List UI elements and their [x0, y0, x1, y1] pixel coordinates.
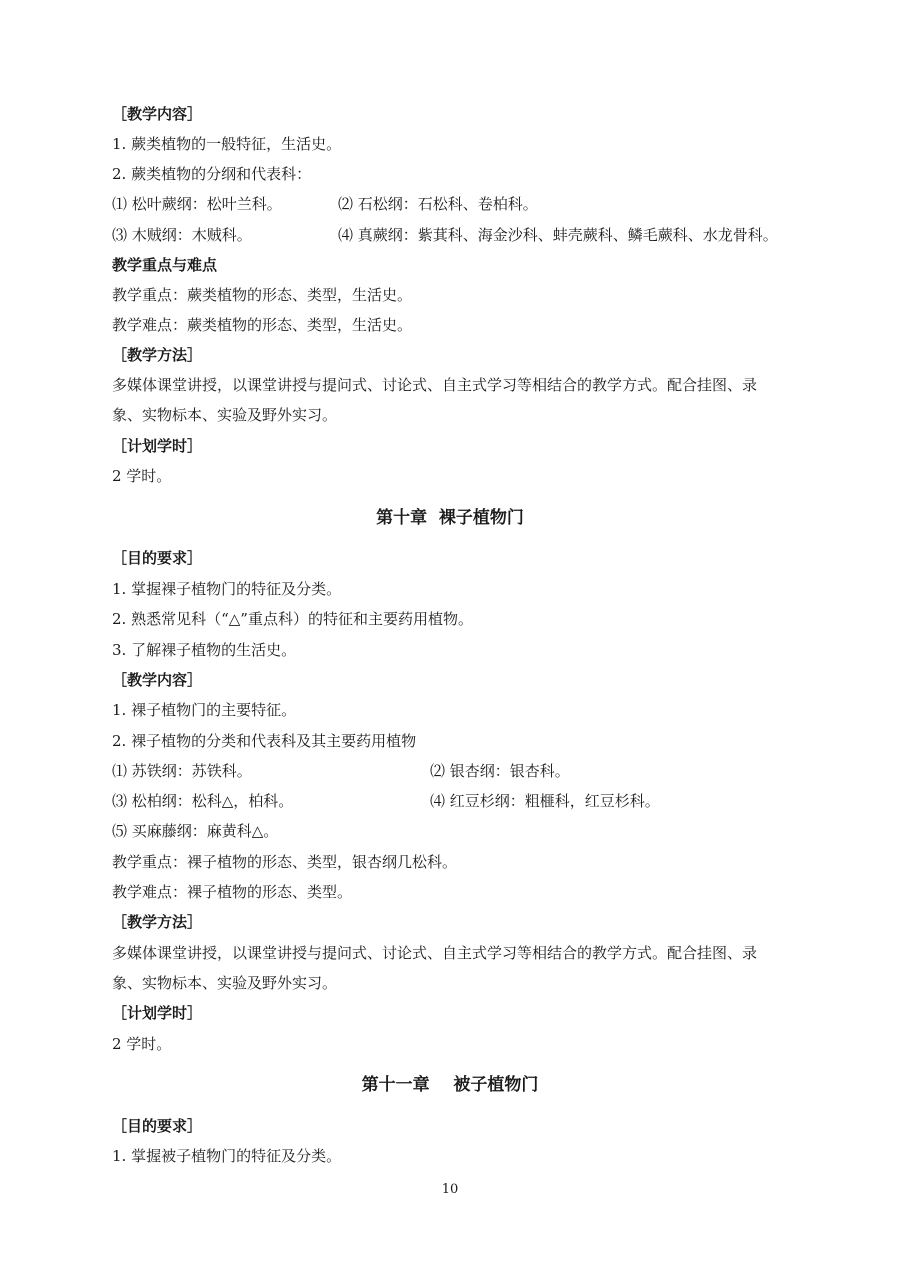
key-points-heading: 教学重点与难点	[112, 256, 218, 274]
key-point: 教学重点：蕨类植物的形态、类型，生活史。	[112, 286, 413, 304]
goal-item: 3. 了解裸子植物的生活史。	[112, 641, 297, 659]
method-text: 多媒体课堂讲授，以课堂讲授与提问式、讨论式、自主式学习等相结合的教学方式。配合挂图、录	[112, 944, 758, 962]
content-item: 1. 裸子植物门的主要特征。	[112, 701, 297, 719]
content-heading: ［教学内容］	[112, 671, 203, 689]
class-item: ⑷ 红豆杉纲：粗榧科，红豆杉科。	[430, 792, 660, 810]
hours-text: 2 学时。	[112, 1035, 172, 1053]
goal-item: 1. 掌握被子植物门的特征及分类。	[112, 1147, 342, 1165]
goal-heading: ［目的要求］	[112, 549, 203, 567]
class-item: ⑸ 买麻藤纲：麻黄科△。	[112, 822, 279, 840]
page-number: 10	[441, 1182, 459, 1197]
chapter-10-title: 第十章 裸子植物门	[376, 508, 524, 528]
method-heading: ［教学方法］	[112, 346, 203, 364]
difficulty: 教学难点：蕨类植物的形态、类型，生活史。	[112, 316, 413, 334]
class-item: ⑵ 石松纲：石松科、卷柏科。	[338, 195, 538, 213]
class-item: ⑴ 苏铁纲：苏铁科。	[112, 762, 252, 780]
difficulty: 教学难点：裸子植物的形态、类型。	[112, 883, 353, 901]
method-text: 象、实物标本、实验及野外实习。	[112, 406, 338, 424]
chapter-11-title: 第十一章 被子植物门	[361, 1075, 539, 1095]
goal-heading: ［目的要求］	[112, 1117, 203, 1135]
method-heading: ［教学方法］	[112, 913, 203, 931]
hours-heading: ［计划学时］	[112, 1004, 203, 1022]
hours-heading: ［计划学时］	[112, 437, 203, 455]
key-point: 教学重点：裸子植物的形态、类型，银杏纲几松科。	[112, 853, 458, 871]
content-item: 2. 蕨类植物的分纲和代表科：	[112, 165, 312, 183]
content-item: 1. 蕨类植物的一般特征，生活史。	[112, 135, 342, 153]
class-item: ⑵ 银杏纲：银杏科。	[430, 762, 570, 780]
method-text: 多媒体课堂讲授，以课堂讲授与提问式、讨论式、自主式学习等相结合的教学方式。配合挂图、录	[112, 376, 758, 394]
hours-text: 2 学时。	[112, 467, 172, 485]
class-item: ⑶ 松柏纲：松科△，柏科。	[112, 792, 294, 810]
method-text: 象、实物标本、实验及野外实习。	[112, 974, 338, 992]
class-item: ⑶ 木贼纲：木贼科。	[112, 226, 252, 244]
content-heading: ［教学内容］	[112, 105, 203, 123]
content-item: 2. 裸子植物的分类和代表科及其主要药用植物	[112, 732, 417, 750]
goal-item: 1. 掌握裸子植物门的特征及分类。	[112, 580, 342, 598]
class-item: ⑴ 松叶蕨纲：松叶兰科。	[112, 195, 282, 213]
goal-item: 2. 熟悉常见科（“△”重点科）的特征和主要药用植物。	[112, 610, 473, 628]
class-item: ⑷ 真蕨纲：紫萁科、海金沙科、蚌壳蕨科、鳞毛蕨科、水龙骨科。	[338, 226, 778, 244]
